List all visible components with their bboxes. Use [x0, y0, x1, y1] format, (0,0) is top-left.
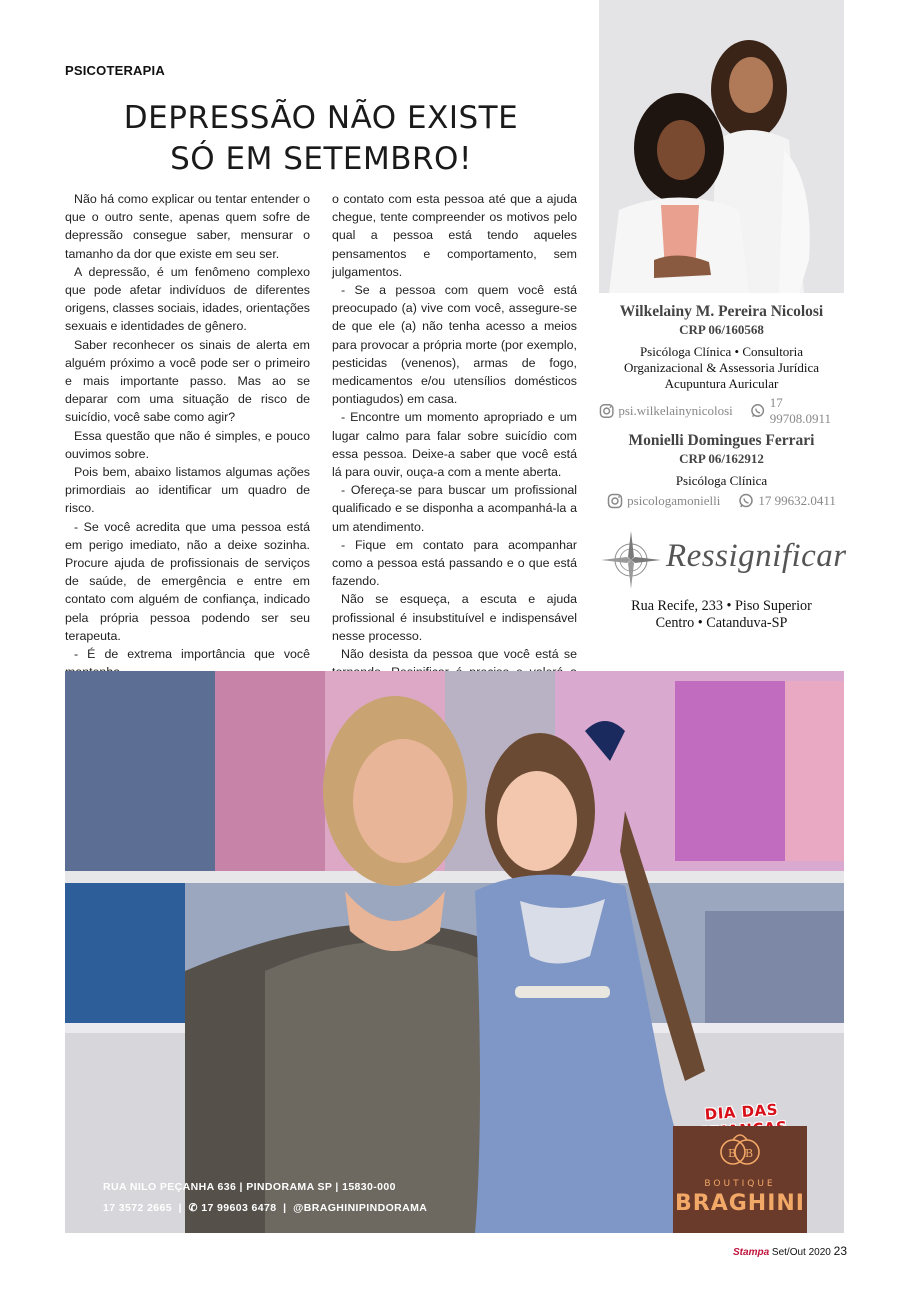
address-line: Rua Recife, 233 • Piso Superior — [631, 598, 812, 614]
section-label: PSICOTERAPIA — [65, 63, 165, 78]
instagram-icon — [607, 493, 623, 509]
role-line: Psicóloga Clínica • Consultoria — [639, 344, 804, 359]
compass-rose-icon — [599, 530, 663, 590]
ad-instagram[interactable]: @BRAGHINIPINDORAMA — [293, 1202, 428, 1214]
ad-badge-title: DIA DAS — [704, 1100, 779, 1124]
article-column-2 — [332, 190, 577, 718]
paragraph: Não há como explicar ou tentar entender o que o outro sente, apenas quem sofre de depressão consegue saber, mensurar o tamanho da dor que existe em seu ser. — [65, 192, 310, 261]
clinic-logo — [599, 530, 847, 590]
instagram-icon — [599, 403, 614, 419]
professional-name: Wilkelainy M. Pereira Nicolosi — [619, 303, 824, 320]
paragraph: - Encontre um momento apropriado e um lugar calmo para falar sobre suicídio com essa pessoa. Deixe-a saber que você está lá para ouvir, ouça-a com a mente aberta. — [332, 410, 577, 480]
paragraph: - Ofereça-se para buscar um profissional qualificado e se disponha a acompanhá-la a um atendimento. — [332, 483, 577, 534]
clinic-logo-text: Ressignificar — [666, 538, 847, 574]
paragraph: - Se você acredita que uma pessoa está em perigo imediato, não a deixe sozinha. Procure ajuda de profissionais de serviços de saúde, de emergência e entre em contato com alguém de confiança, indicado pela própria pessoa podendo ser seu terapeuta. — [65, 519, 310, 643]
headline-line-2: SÓ EM SETEMBRO! — [170, 141, 472, 177]
paragraph: - Se a pessoa com quem você está preocupado (a) vive com você, assegure-se de que ele (a) não tenha acesso a meios para provocar a própria morte (por exemplo, pesticidas (venenos), armas de fogo, medicamentos e/ou utensílios domésticos pontiagudos) em casa. — [332, 283, 577, 407]
paragraph: - Fique em contato para acompanhar como a pessoa está passando e o que está fazendo. — [332, 537, 577, 589]
paragraph: Essa questão que não é simples, e pouco ouvimos sobre. — [65, 428, 310, 461]
whatsapp-number[interactable]: 17 99708.0911 — [769, 395, 831, 426]
whatsapp-icon — [750, 403, 765, 419]
ad-phone[interactable]: 17 3572 2665 — [103, 1202, 173, 1214]
role-line: Organizacional & Assessoria Jurídica — [623, 360, 820, 375]
whatsapp-icon — [738, 493, 754, 509]
page-number: 23 — [833, 1244, 847, 1258]
address-line: Centro • Catanduva-SP — [655, 614, 788, 631]
issue-label: Set/Out 2020 — [771, 1247, 831, 1258]
boutique-advertisement — [65, 671, 844, 1233]
boutique-monogram-icon — [673, 1128, 807, 1180]
clinic-address — [599, 598, 844, 631]
professional-name: Monielli Domingues Ferrari — [628, 432, 815, 449]
paragraph: Não se esqueça, a escuta e ajuda profissional é insubstituível e indispensável nesse processo. — [332, 592, 577, 643]
paragraph: A depressão, é um fenômeno complexo que pode afetar indivíduos de diferentes origens, classes sociais, idades, orientações sexuais e identidades de gênero. — [65, 264, 310, 334]
ad-separator: | — [279, 1202, 290, 1214]
psychologists-photo — [599, 0, 844, 293]
paragraph: Não desista da pessoa que você está se — [341, 647, 577, 662]
ad-address: RUA NILO PEÇANHA 636 | PINDORAMA SP | 15830-000 — [103, 1181, 396, 1193]
paragraph: Pois bem, abaixo listamos algumas ações primordiais ao identificar um quadro de risco. — [65, 465, 310, 516]
contact-row-2 — [599, 493, 844, 509]
ad-contacts — [103, 1202, 427, 1214]
instagram-handle[interactable]: psicologamonielli — [627, 493, 721, 508]
professional-card-1 — [599, 303, 844, 392]
paragraph: o contato com esta pessoa até que a ajuda chegue, tente compreender os motivos pelo qual a pessoa está tendo aqueles pensamentos e comportamento, sem julgamentos. — [332, 192, 577, 279]
svg-text:B: B — [728, 1147, 737, 1160]
instagram-handle[interactable]: psi.wilkelainynicolosi — [618, 403, 733, 418]
magazine-name: Stampa — [733, 1247, 770, 1258]
article-column-1 — [65, 190, 310, 681]
headline — [65, 98, 577, 180]
paragraph: Saber reconhecer os sinais de alerta em alguém próximo a você pode ser o primeiro e mais importante passo. Mas ao se deparar com uma situação de risco de suicídio, você sabe como agir? — [65, 337, 310, 425]
role-line: Acupuntura Auricular — [664, 376, 779, 391]
whatsapp-icon: ✆ — [188, 1202, 198, 1214]
professional-crp: CRP 06/162912 — [679, 451, 764, 466]
professional-crp: CRP 06/160568 — [679, 322, 764, 337]
page-footer — [733, 1244, 847, 1258]
boutique-label: BOUTIQUE — [704, 1179, 776, 1189]
headline-line-1: DEPRESSÃO NÃO EXISTE — [123, 100, 519, 136]
professional-role — [599, 344, 844, 392]
boutique-name: BRAGHINI — [675, 1191, 805, 1216]
paragraph: - É de extrema importância que você — [74, 647, 310, 662]
psychologists-illustration — [599, 0, 844, 293]
ad-separator: | — [175, 1202, 186, 1214]
boutique-logo — [673, 1126, 807, 1233]
professional-card-2 — [599, 432, 844, 489]
professional-role: Psicóloga Clínica — [675, 473, 768, 488]
contact-row-1 — [599, 395, 844, 427]
ad-whatsapp[interactable]: 17 99603 6478 — [201, 1202, 277, 1214]
whatsapp-number[interactable]: 17 99632.0411 — [758, 493, 836, 508]
svg-text:B: B — [745, 1147, 754, 1160]
